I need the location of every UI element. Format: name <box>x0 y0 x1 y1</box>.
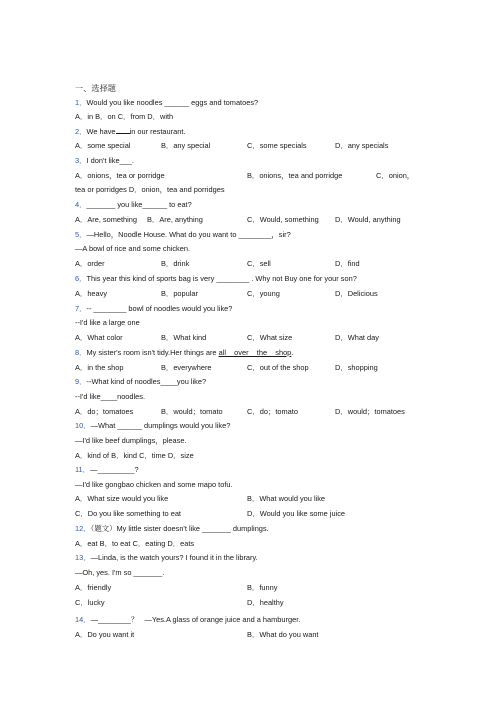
question-number: 11． <box>75 465 91 474</box>
question-9-options <box>75 407 435 417</box>
option-c: C．out of the shop <box>247 363 309 372</box>
question-5 <box>75 230 291 240</box>
question-text: -- ________ bowl of noodles would you like? <box>86 304 233 313</box>
question-1 <box>75 98 258 108</box>
question-number: 4． <box>75 200 87 209</box>
question-3-options <box>75 171 435 181</box>
option-a: A．onions，tea or porridge <box>75 171 165 180</box>
question-4 <box>75 200 192 210</box>
option-c: C．lucky <box>75 598 105 607</box>
option-b: B．What kind <box>161 333 207 342</box>
question-9 <box>75 377 206 387</box>
question-8-options <box>75 363 435 373</box>
option-a: A．What size would you like <box>75 494 169 503</box>
option-c: C．Would, something <box>247 215 319 224</box>
question-13 <box>75 553 258 563</box>
question-number: 8． <box>75 348 87 357</box>
section-title: 一、选择题 <box>75 84 116 93</box>
question-9-reply: --I'd like____noodles. <box>75 392 146 401</box>
question-number: 3． <box>75 156 87 165</box>
option-c: C．sell <box>247 259 271 268</box>
question-3 <box>75 156 134 166</box>
question-text: —Hello，Noodle House. What do you want to ________，sir? <box>86 230 291 239</box>
option-c: C．Do you like something to eat <box>75 509 181 518</box>
question-5-reply: —A bowl of rice and some chicken. <box>75 244 191 253</box>
question-number: 1． <box>75 98 87 107</box>
question-text: —Linda, is the watch yours? I found it in the library. <box>90 553 258 562</box>
question-text: —What ______ dumplings would you like? <box>90 421 231 430</box>
question-11-reply: —I'd like gongbao chicken and some mapo tofu. <box>75 480 233 489</box>
question-2-options <box>75 141 435 151</box>
answer-blank <box>116 126 130 134</box>
question-10-reply: —I'd like beef dumplings，please. <box>75 436 187 445</box>
option-d: D．would；tomatoes <box>335 407 405 416</box>
question-11-options-row-1 <box>75 494 435 504</box>
question-5-options <box>75 259 435 269</box>
option-a: A．Do you want it <box>75 630 135 639</box>
question-13-reply: —Oh, yes. I'm so _______. <box>75 568 165 577</box>
question-12-options: A．eat B．to eat C．eating D．eats <box>75 539 195 548</box>
option-d: D．What day <box>335 333 379 342</box>
question-text: —_________? <box>90 465 139 474</box>
question-text: Would you like noodles ______ eggs and tomatoes? <box>86 98 259 107</box>
option-d: D．Delicious <box>335 289 378 298</box>
option-a: A．some special <box>75 141 131 150</box>
question-12 <box>75 524 269 534</box>
question-text: —________？ —Yes.A glass of orange juice and a hamburger. <box>90 615 301 624</box>
question-13-options-row-2 <box>75 598 435 608</box>
question-text-part-a: My sister's room isn't tidy.Her things are <box>86 348 219 357</box>
question-10 <box>75 421 230 431</box>
question-13-options-row-1 <box>75 583 435 593</box>
question-number: 6． <box>75 274 87 283</box>
question-number: 14． <box>75 615 91 624</box>
option-a: A．in the shop <box>75 363 124 372</box>
option-c: C．some specials <box>247 141 307 150</box>
option-d: D．healthy <box>247 598 284 607</box>
question-14 <box>75 615 300 625</box>
option-a: A．What color <box>75 333 123 342</box>
question-10-options: A．kind of B．kind C．time D．size <box>75 451 194 460</box>
question-text: _______ you like______ to eat? <box>86 200 192 209</box>
question-number: 7． <box>75 304 87 313</box>
option-c: C．What size <box>247 333 293 342</box>
question-4-options <box>75 215 435 225</box>
option-c: C．onion， <box>376 171 415 180</box>
option-d: D．shopping <box>335 363 378 372</box>
question-number: 9． <box>75 377 87 386</box>
question-6 <box>75 274 357 284</box>
question-text-part-b: . <box>291 348 294 357</box>
option-a: A．friendly <box>75 583 112 592</box>
question-text-part-b: in our restaurant. <box>129 127 186 136</box>
option-b: B．would；tomato <box>161 407 223 416</box>
question-14-options <box>75 630 435 640</box>
underlined-phrase: all over the shop <box>218 348 292 357</box>
question-number: 13． <box>75 553 91 562</box>
option-a: A．do；tomatoes <box>75 407 134 416</box>
question-11 <box>75 465 139 475</box>
question-3-options-continued: tea or porridges D．onion，tea and porridges <box>75 185 225 194</box>
question-6-options <box>75 289 435 299</box>
question-text: I don't like___. <box>86 156 134 165</box>
option-a: A．Are, something <box>75 215 138 224</box>
option-b: B．What do you want <box>247 630 319 639</box>
question-text: This year this kind of sports bag is very ________ . Why not Buy one for your son? <box>86 274 357 283</box>
question-7 <box>75 304 232 314</box>
option-d: D．any specials <box>335 141 389 150</box>
option-d: D．Would you like some juice <box>247 509 346 518</box>
option-d: D．find <box>335 259 360 268</box>
option-b: B．any special <box>161 141 211 150</box>
question-7-reply: --I'd like a large one <box>75 318 140 327</box>
option-a: A．heavy <box>75 289 108 298</box>
option-b: B．popular <box>161 289 198 298</box>
question-8 <box>75 348 293 358</box>
option-b: B．onions，tea and porridge <box>247 171 343 180</box>
question-text: （题文）My little sister doesn't like _______ dumplings. <box>90 524 269 533</box>
option-b: B．What would you like <box>247 494 326 503</box>
question-text-part-a: We have <box>86 127 116 136</box>
option-b: B．funny <box>247 583 278 592</box>
question-number: 2． <box>75 127 87 136</box>
option-a: A．order <box>75 259 105 268</box>
question-number: 12． <box>75 524 91 533</box>
question-text: --What kind of noodles____you like? <box>86 377 207 386</box>
option-c: C．do；tomato <box>247 407 298 416</box>
option-b: B．Are, anything <box>147 215 203 224</box>
question-2 <box>75 126 185 137</box>
question-7-options <box>75 333 435 343</box>
question-number: 5． <box>75 230 87 239</box>
question-number: 10． <box>75 421 91 430</box>
question-11-options-row-2 <box>75 509 435 519</box>
option-b: B．everywhere <box>161 363 212 372</box>
option-b: B．drink <box>161 259 190 268</box>
option-d: D．Would, anything <box>335 215 401 224</box>
question-1-options: A．in B．on C．from D．with <box>75 112 174 121</box>
option-c: C．young <box>247 289 280 298</box>
